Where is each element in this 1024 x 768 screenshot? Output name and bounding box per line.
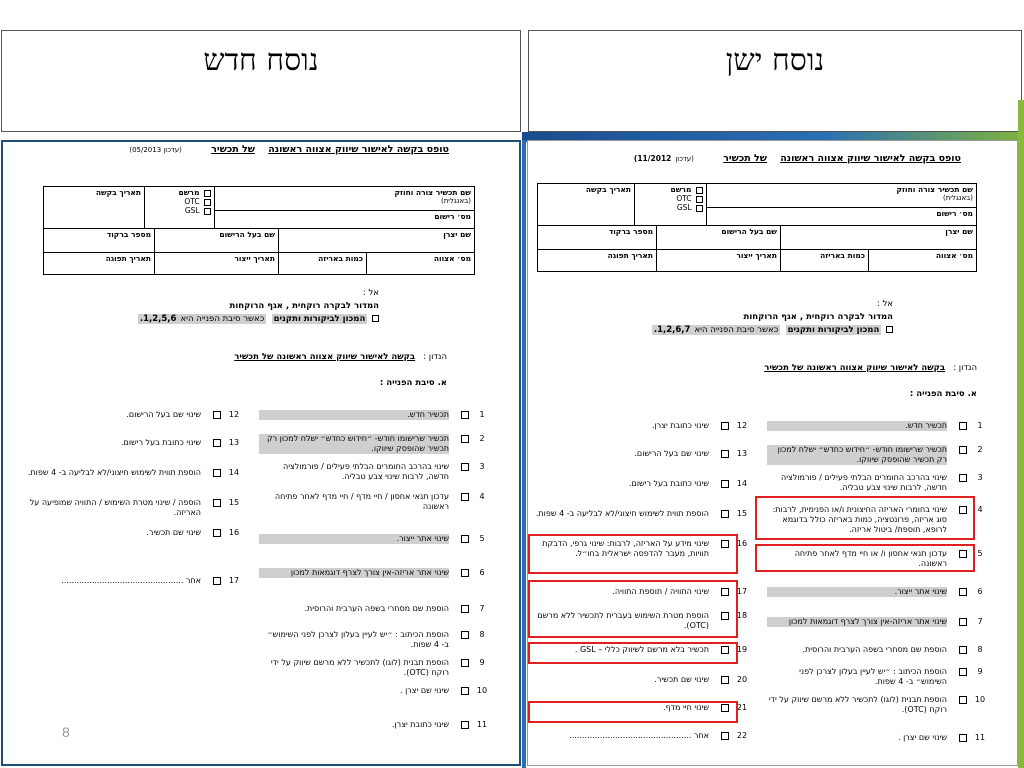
batch-number-cell[interactable]: מס׳ אצווה [367, 253, 475, 275]
checkbox[interactable] [696, 205, 703, 212]
addressee-block [652, 299, 893, 338]
form-title-suffix: של תכשיר [723, 153, 768, 164]
checkbox[interactable] [696, 187, 703, 194]
checkbox[interactable] [461, 605, 469, 613]
item-text: אחר ................................................ [61, 576, 201, 585]
item-text: שינוי שם תכשיר. [654, 675, 709, 684]
subject-text: בקשה לאישור שיווק אצווה ראשונה של תכשיר [764, 363, 946, 373]
product-type-cell[interactable]: מרשם OTC GSL [635, 184, 707, 226]
item-number: 2 [479, 434, 485, 443]
item-number: 19 [736, 645, 748, 654]
barcode-cell[interactable]: מספר ברקוד [538, 226, 657, 250]
checkbox[interactable] [213, 577, 221, 585]
checkbox[interactable] [461, 687, 469, 695]
checkbox[interactable] [461, 631, 469, 639]
manufacturer-table [537, 225, 977, 250]
item-text: שינוי אתר אריזה-אין צורך לצרף דוגמאות למכון [259, 568, 449, 578]
reason-item [21, 576, 241, 608]
institute-name: המכון לביקורות ותקנים [273, 314, 366, 324]
checkbox[interactable] [959, 474, 967, 482]
item-number: 16 [228, 528, 240, 537]
item-text: הוספת תווית לשימוש חיצוני/לא לבליעה ב- 4 שפות. [27, 468, 201, 477]
registration-number-cell[interactable]: מס׳ רישום [215, 211, 475, 229]
item-number: 12 [228, 410, 240, 419]
product-details-table [537, 183, 977, 226]
product-type-cell[interactable]: מרשם OTC GSL [145, 187, 215, 229]
item-number: 17 [736, 587, 748, 596]
checkbox[interactable] [461, 535, 469, 543]
item-number: 6 [977, 587, 983, 596]
item-number: 1 [479, 410, 485, 419]
checkbox[interactable] [213, 469, 221, 477]
item-text: שינוי כתובת יצרן. [651, 421, 709, 430]
item-text: שינוי אתר אריזה-אין צורך לצרף דוגמאות למכון [767, 617, 947, 627]
item-text: שינוי מידע על האריזה, לרבות: שינוי גרפי, הדבקת תוויות, מעבר להדפסה ישראלית בחו״ל. [542, 539, 709, 558]
item-number: 10 [974, 695, 986, 704]
item-text: תכשיר חדש. [259, 410, 449, 420]
checkbox[interactable] [461, 493, 469, 501]
item-text: הוספת תווית לשימוש חיצוני/לא לבליעה ב- 4 שפות. [535, 509, 709, 518]
section-heading: א. סיבת הפנייה : [909, 389, 977, 399]
reason-codes: 1,2,6,7. [653, 325, 691, 335]
reason-item [259, 462, 489, 494]
decorative-divider [522, 140, 526, 768]
old-version-form [527, 140, 1018, 766]
item-number: 5 [977, 549, 983, 558]
new-version-form [1, 140, 521, 766]
section-heading: א. סיבת הפנייה : [379, 378, 447, 388]
checkbox[interactable] [204, 199, 211, 206]
reason-item [259, 720, 489, 752]
highlight-items-17-18 [528, 580, 738, 638]
item-text: שינוי כתובת בעל רישום. [121, 438, 201, 447]
item-text: שינוי שם בעל הרישום. [126, 410, 201, 419]
item-text: שינוי שם בעל הרישום. [634, 449, 709, 458]
item-text: הוספת תבנית (לוגו) לתכשיר ללא מרשם שיווק על ידי רוקח (OTC). [768, 695, 947, 714]
reason-item [767, 733, 987, 765]
item-number: 12 [736, 421, 748, 430]
batch-table [537, 249, 977, 272]
checkbox[interactable] [959, 734, 967, 742]
decorative-side-bar [1018, 100, 1024, 768]
holder-cell[interactable]: שם בעל הרישום [657, 226, 781, 250]
item-text: שינוי התוויה / תוספת התוויה. [612, 587, 709, 596]
form-version: (עדכון 05/2013) [129, 146, 182, 154]
form-title-text: טופס בקשה לאישור שיווק אצווה ראשונה [268, 144, 449, 155]
old-version-header [528, 30, 1022, 132]
item-text: שינוי בחומרי האריזה החיצונית ו/או הפנימית, לרבות: סוג אריזה, פרונטציה, כמות באריזה כולל בדוגמא לרופא, תוספת/ ביטול אריזה. [772, 505, 947, 534]
checkbox[interactable] [696, 196, 703, 203]
item-text: הוספת הכיתוב : ״יש לעיין בעלון לצרכן לפני השימוש״ ב- 4 שפות. [799, 667, 947, 686]
reason-text: כאשר סיבת הפנייה היא [180, 314, 265, 324]
new-version-header [1, 30, 521, 132]
institute-name: המכון לביקורות ותקנים [787, 325, 880, 335]
item-text: אחר ................................................ [569, 731, 709, 740]
form-title-text: טופס בקשה לאישור שיווק אצווה ראשונה [780, 153, 961, 164]
item-number: 9 [479, 658, 485, 667]
item-text: שינוי שם יצרן . [897, 733, 947, 742]
item-text: הוספה / שינוי מטרת השימוש / התוויה שמופיעה על האריזה. [29, 498, 201, 517]
item-number: 14 [736, 479, 748, 488]
item-number: 7 [479, 604, 485, 613]
item-number: 21 [736, 703, 748, 712]
checkbox[interactable] [959, 588, 967, 596]
item-text: הוספת תבנית (לוגו) לתכשיר ללא מרשם שיווק על ידי רוקח (OTC). [270, 658, 449, 677]
item-number: 17 [228, 576, 240, 585]
expiry-date-cell[interactable]: תאריך תפוגה [44, 253, 155, 275]
reason-item [527, 449, 749, 481]
item-number: 14 [228, 468, 240, 477]
reason-item [259, 492, 489, 524]
item-text: עדכון תנאי אחסון ו/ או חיי מדף לאחר פתיחה ראשונה. [794, 549, 947, 568]
form-title-suffix: של תכשיר [211, 144, 256, 155]
item-text: תכשיר בלא מרשם לשיווק כללי – GSL . [574, 645, 709, 654]
checkbox[interactable] [721, 510, 729, 518]
checkbox[interactable] [204, 208, 211, 215]
reason-item [21, 438, 241, 470]
reason-text: כאשר סיבת הפנייה היא [694, 325, 779, 335]
item-number: 16 [736, 539, 748, 548]
checkbox[interactable] [721, 450, 729, 458]
item-number: 10 [476, 686, 488, 695]
reason-item [527, 731, 749, 763]
to-label: אל : [876, 299, 893, 309]
checkbox[interactable] [721, 676, 729, 684]
request-date-cell[interactable]: תאריך בקשה [44, 187, 145, 229]
manufacture-date-cell[interactable]: תאריך ייצור [657, 250, 781, 272]
checkbox[interactable] [461, 569, 469, 577]
item-text: שינוי אתר ייצור. [259, 534, 449, 544]
item-number: 4 [479, 492, 485, 501]
manufacture-date-cell[interactable]: תאריך ייצור [155, 253, 279, 275]
checkbox[interactable] [886, 326, 893, 333]
reason-item [259, 686, 489, 718]
item-number: 6 [479, 568, 485, 577]
item-text: שינוי אתר ייצור. [767, 587, 947, 597]
reason-item [259, 534, 489, 566]
reason-item [21, 468, 241, 500]
item-number: 20 [736, 675, 748, 684]
reason-item [767, 587, 987, 619]
checkbox[interactable] [959, 422, 967, 430]
checkbox[interactable] [959, 618, 967, 626]
checkbox[interactable] [959, 646, 967, 654]
product-name-cell[interactable]: שם תכשיר צורה וחוזק (באנגלית) [215, 187, 475, 211]
holder-cell[interactable]: שם בעל הרישום [155, 229, 279, 253]
form-title: טופס בקשה לאישור שיווק אצווה ראשונה של תכשיר (עדכון11/2012) [633, 153, 961, 164]
product-details-table [43, 186, 475, 229]
department-name: המדור לבקרה רוקחית , אגף הרוקחות [743, 312, 893, 322]
checkbox[interactable] [959, 668, 967, 676]
manufacturer-cell[interactable]: שם יצרן [279, 229, 475, 253]
checkbox[interactable] [959, 696, 967, 704]
item-number: 18 [736, 611, 748, 620]
reason-item [21, 528, 241, 560]
checkbox[interactable] [213, 439, 221, 447]
item-text: שינוי כתובת יצרן. [391, 720, 449, 729]
item-number: 2 [977, 445, 983, 454]
form-title [129, 144, 449, 155]
checkbox[interactable] [721, 732, 729, 740]
checkbox[interactable] [213, 499, 221, 507]
item-number: 4 [977, 505, 983, 514]
manufacturer-cell[interactable]: שם יצרן [781, 226, 977, 250]
checkbox[interactable] [461, 659, 469, 667]
checkbox[interactable] [959, 446, 967, 454]
item-text: הוספת מטרת השימוש בעברית לתכשיר ללא מרשם (OTC). [537, 611, 709, 630]
item-text: שינוי כתובת בעל רישום. [629, 479, 709, 488]
reason-item [21, 498, 241, 530]
checkbox[interactable] [461, 463, 469, 471]
page-number: 8 [62, 724, 70, 740]
item-number: 3 [479, 462, 485, 471]
checkbox[interactable] [372, 315, 379, 322]
highlight-item-19 [528, 642, 738, 664]
subject-text: בקשה לאישור שיווק אצווה ראשונה של תכשיר [234, 352, 416, 362]
checkbox[interactable] [204, 190, 211, 197]
item-number: 11 [974, 733, 986, 742]
pack-quantity-cell[interactable]: כמות באריזה [279, 253, 367, 275]
subject-line: הנדון : בקשה לאישור שיווק אצווה ראשונה של תכשיר [764, 363, 977, 373]
item-number: 13 [228, 438, 240, 447]
reason-item [259, 568, 489, 600]
expiry-date-cell[interactable]: תאריך תפוגה [538, 250, 657, 272]
item-text: עדכון תנאי אחסון / חיי מדף / חיי מדף לאחר פתיחה ראשונה [274, 492, 449, 511]
item-number: 13 [736, 449, 748, 458]
item-number: 5 [479, 534, 485, 543]
checkbox[interactable] [721, 422, 729, 430]
item-number: 1 [977, 421, 983, 430]
checkbox[interactable] [213, 529, 221, 537]
item-text: תכשיר שרישומו חודש- ״חידוש כחדש״ ישלח למכון רק תכשיר שהופסק שיווקו. [259, 434, 449, 454]
barcode-cell[interactable]: מספר ברקוד [44, 229, 155, 253]
item-text: שינוי חיי מדף. [663, 703, 709, 712]
checkbox[interactable] [213, 411, 221, 419]
new-version-title: נוסח חדש [203, 43, 319, 78]
item-number: 8 [977, 645, 983, 654]
item-text: תכשיר שרישומו חודש- ״חידוש כחדש״ ישלח למכון רק תכשיר שהופסק שיווקו. [767, 445, 947, 465]
item-number: 3 [977, 473, 983, 482]
highlight-item-21 [528, 701, 738, 723]
checkbox[interactable] [721, 480, 729, 488]
item-number: 8 [479, 630, 485, 639]
item-text: הוספת שם מסחרי בשפה הערבית והרוסית. [304, 604, 449, 613]
checkbox[interactable] [461, 435, 469, 443]
addressee-block [138, 288, 379, 327]
item-number: 11 [476, 720, 488, 729]
checkbox[interactable] [461, 721, 469, 729]
reason-item [527, 479, 749, 511]
old-version-title: נוסח ישן [725, 43, 825, 78]
pack-quantity-cell[interactable]: כמות באריזה [781, 250, 869, 272]
request-date-cell[interactable]: תאריך בקשה [538, 184, 635, 226]
item-text: הוספת הכיתוב : ״יש לעיין בעלון לצרכן לפני השימוש״ ב- 4 שפות. [267, 630, 449, 649]
manufacturer-table [43, 228, 475, 253]
reason-codes: 1,2,5,6. [139, 314, 177, 324]
item-text: שינוי בהרכב החומרים הבלתי פעילים / פורמולציה חדשה, לרבות שינוי צבע טבליה. [781, 473, 947, 492]
item-text: שינוי שם תכשיר. [146, 528, 201, 537]
item-text: שינוי בהרכב החומרים הבלתי פעילים / פורמולציה חדשה, לרבות שינוי צבע טבליה. [283, 462, 449, 481]
batch-table [43, 252, 475, 275]
highlight-item-16 [528, 534, 738, 574]
registration-number-cell[interactable]: מס׳ רישום [707, 208, 977, 226]
subject-line: הנדון : בקשה לאישור שיווק אצווה ראשונה של תכשיר [234, 352, 447, 362]
item-number: 15 [736, 509, 748, 518]
item-text: הוספת שם מסחרי בשפה הערבית והרוסית. [802, 645, 947, 654]
item-number: 9 [977, 667, 983, 676]
highlight-item-4 [755, 496, 975, 540]
item-text: שינוי שם יצרן . [399, 686, 449, 695]
to-label: אל : [362, 288, 379, 298]
batch-number-cell[interactable]: מס׳ אצווה [869, 250, 977, 272]
form-version: 11/2012) [633, 154, 672, 163]
reason-item [767, 695, 987, 727]
item-number: 22 [736, 731, 748, 740]
item-number: 7 [977, 617, 983, 626]
checkbox[interactable] [461, 411, 469, 419]
item-text: תכשיר חדש. [767, 421, 947, 431]
item-number: 15 [228, 498, 240, 507]
highlight-item-5 [755, 544, 975, 572]
department-name: המדור לבקרה רוקחית , אגף הרוקחות [229, 301, 379, 311]
product-name-cell[interactable]: שם תכשיר צורה וחוזק (באנגלית) [707, 184, 977, 208]
